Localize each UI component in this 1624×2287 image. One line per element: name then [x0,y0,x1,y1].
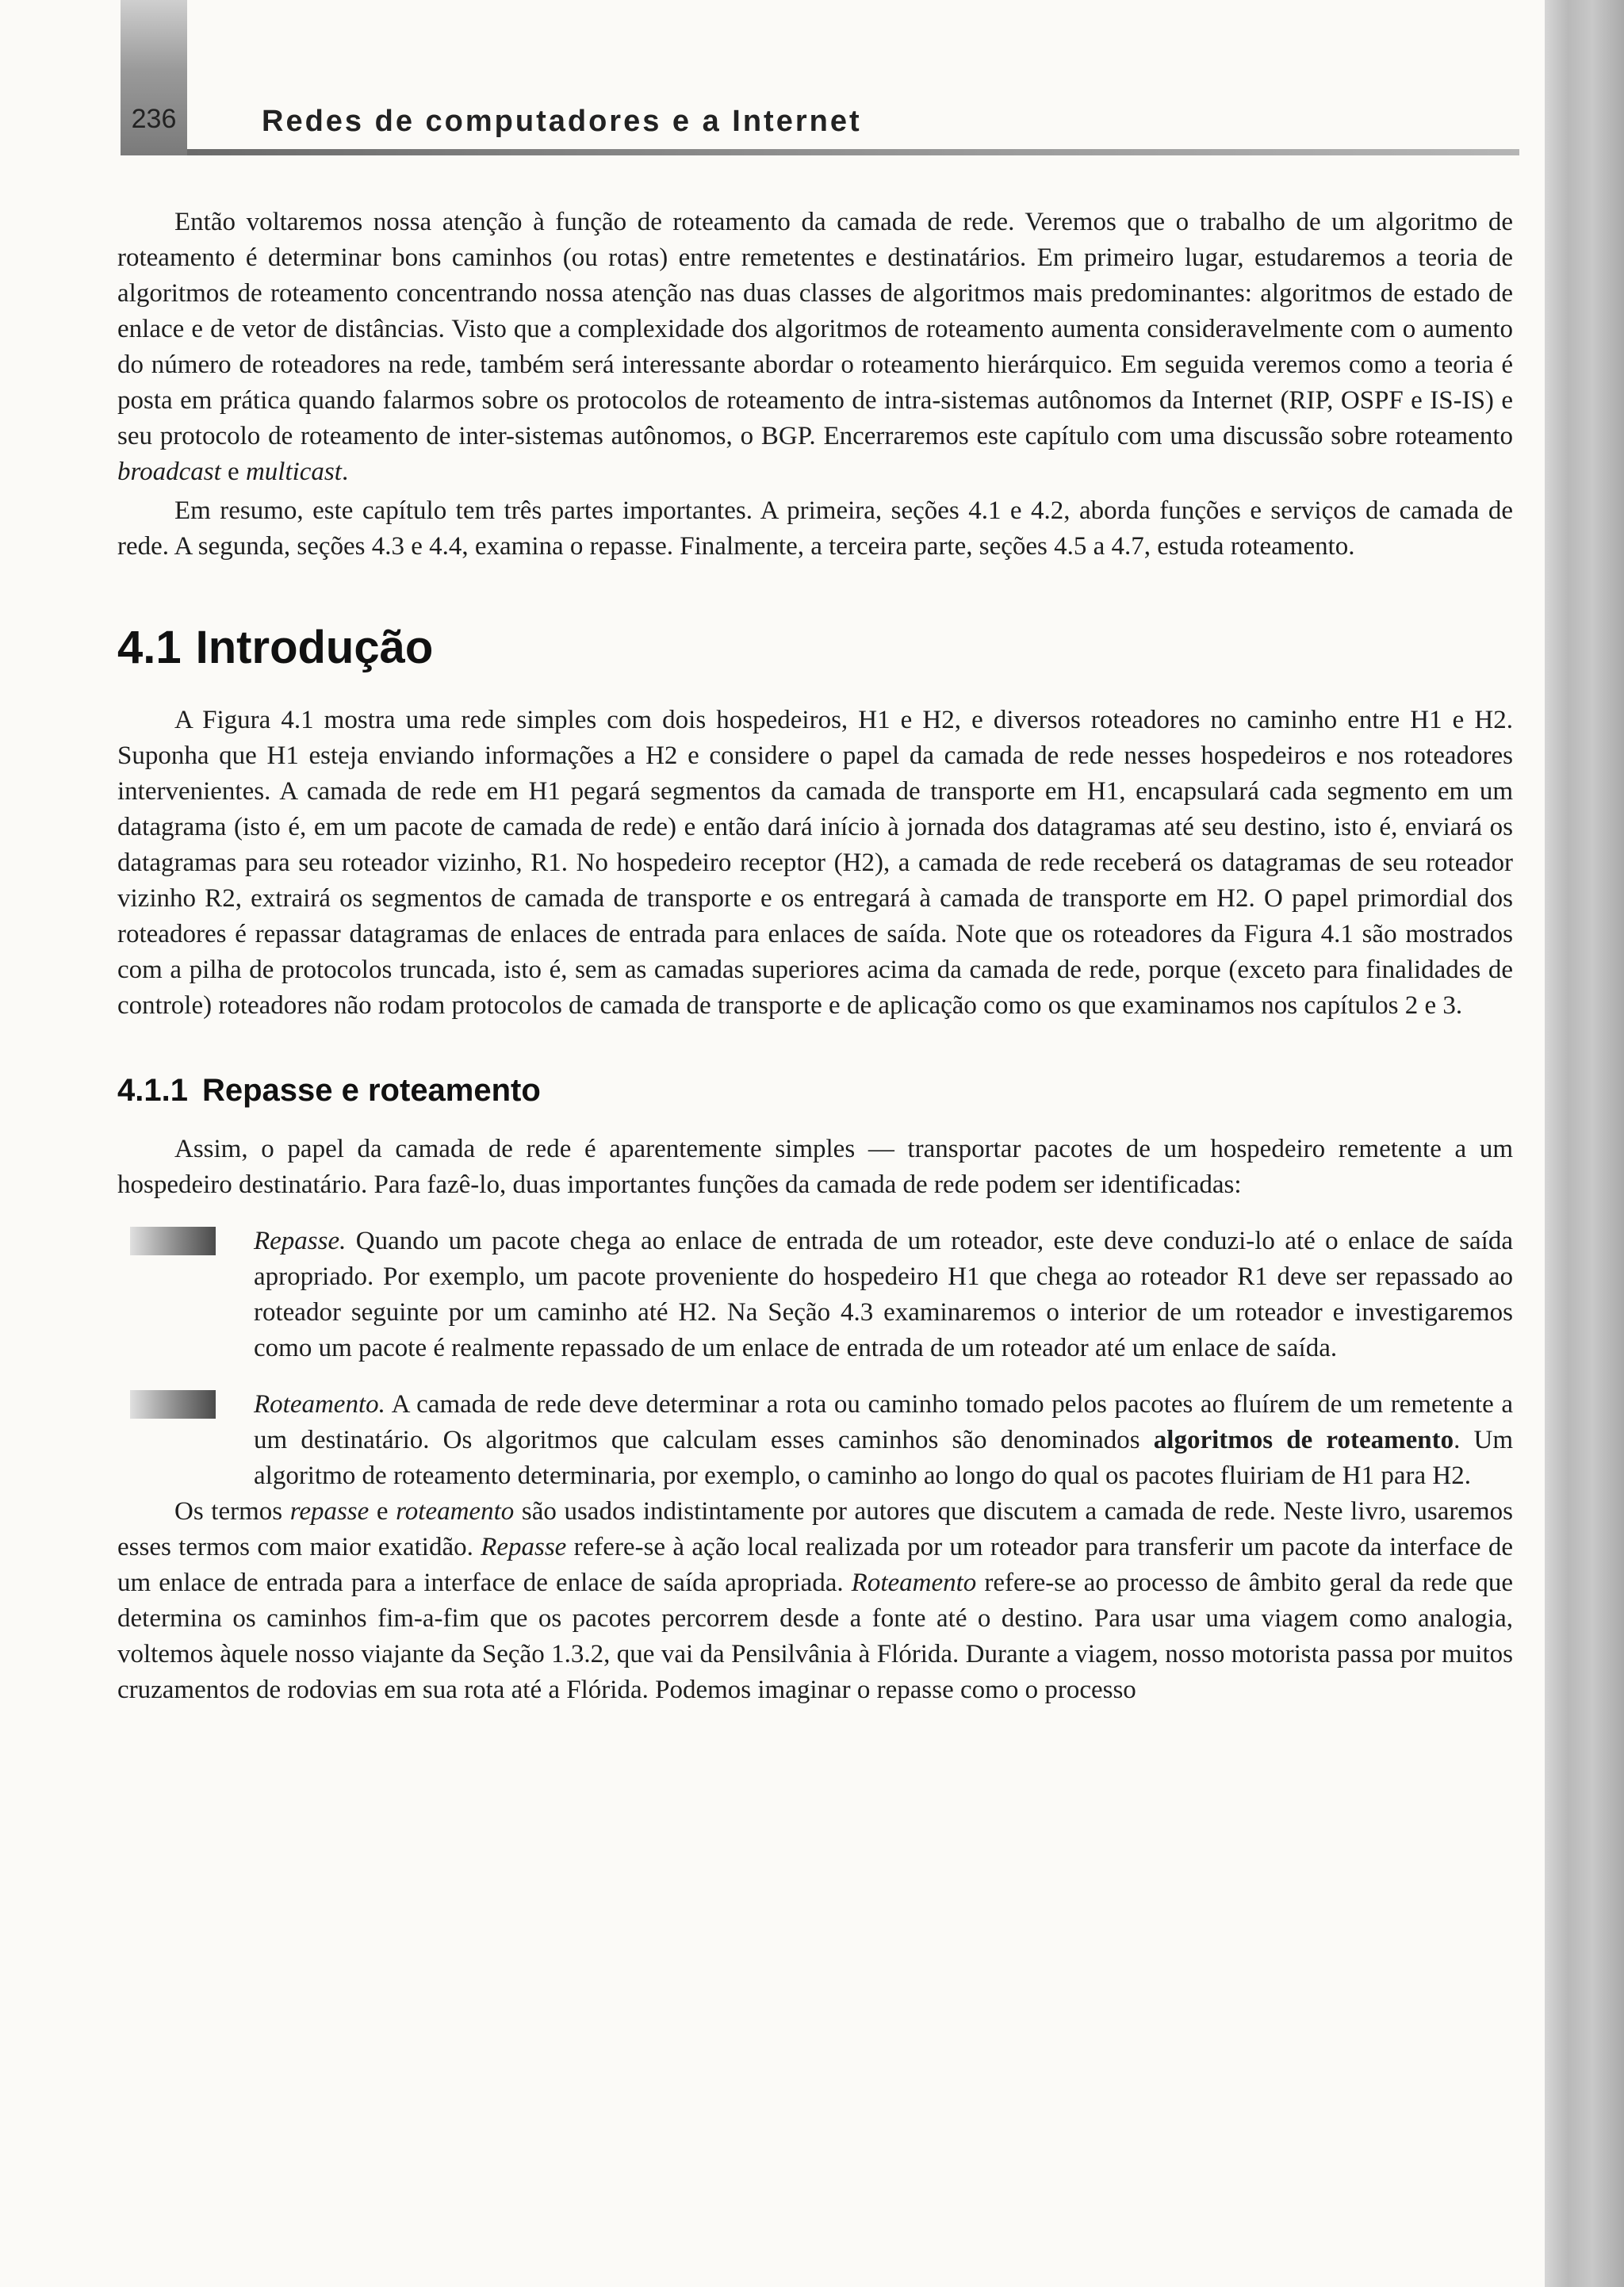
bullet-text [254,1390,1513,1490]
running-title: Redes de computadores e a Internet [262,105,862,138]
text-run: A Figura 4.1 mostra uma rede simples com dois hospedeiros, H1 e H2, e diversos roteadores no caminho entre H1 e H2. Suponha que H1 esteja enviando informações a H2 e considere o papel da camada de rede nesses hospedeiros e nos roteadores intervenientes. A camada de rede em H1 pegará segmentos da camada de transporte em H1, encapsulará cada segmento em um datagrama (isto é, em um pacote de camada de rede) e então dará início à jornada dos datagramas até seu destino, isto é, enviará os datagramas para seu roteador vizinho, R1. No hospedeiro receptor (H2), a camada de rede receberá os datagramas de seu roteador vizinho R2, extrairá os segmentos de camada de transporte e os entregará à camada de transporte em H2. O papel primordial dos roteadores é repassar datagramas de enlaces de entrada para enlaces de saída. Note que os roteadores da Figura 4.1 são mostrados com a pilha de protocolos truncada, isto é, sem as camadas superiores acima da camada de rede, porque (exceto para finalidades de controle) roteadores não rodam protocolos de camada de transporte e de aplicação como os que examinamos nos capítulos 2 e 3. [117,706,1513,1020]
bullet-marker [130,1227,216,1255]
section-number: 4.1 [117,622,182,673]
text-run: e [369,1497,396,1526]
text-run: roteamento [396,1497,515,1526]
bullet-item-roteamento [117,1387,1513,1494]
text-run: Assim, o papel da camada de rede é aparentemente simples — transportar pacotes de um hospedeiro remetente a um hospedeiro destinatário. Para fazê-lo, duas importantes funções da camada de rede podem ser identificadas: [117,1135,1513,1199]
bullet-text [254,1227,1513,1362]
page-body [117,205,1513,1708]
text-run: . Um algoritmo de roteamento determinaria, por exemplo, o caminho ao longo do qual os pacotes fluiriam de H1 para H2. [254,1426,1514,1490]
subsection-heading [117,1070,1513,1111]
page-number-tab [121,0,187,155]
section-paragraph-1 [117,703,1513,1024]
text-run: Repasse. [254,1227,347,1255]
page-edge-shadow [1545,0,1624,2287]
bullet-item-repasse [117,1224,1513,1366]
subsection-paragraph-1 [117,1132,1513,1203]
text-run: . [341,458,349,486]
text-run: refere-se à ação local realizada por um roteador para transferir um pacote da interface de um enlace de entrada para a interface de enlace de saída apropriada. [117,1533,1513,1597]
text-run: Os termos [174,1497,290,1526]
text-run: Quando um pacote chega ao enlace de entrada de um roteador, este deve conduzi-lo até o enlace de saída apropriado. Por exemplo, um pacote proveniente do hospedeiro H1 que chega ao roteador R1 deve ser repassado ao roteador seguinte por um caminho até H2. Na Seção 4.3 examinaremos o interior de um roteador e investigaremos como um pacote é realmente repassado de um enlace de entrada de um roteador até um enlace de saída. [254,1227,1513,1362]
text-run: Em resumo, este capítulo tem três partes importantes. A primeira, seções 4.1 e 4.2, aborda funções e serviços de camada de rede. A segunda, seções 4.3 e 4.4, examina o repasse. Finalmente, a terceira parte, seções 4.5 a 4.7, estuda roteamento. [117,496,1513,561]
text-run: Roteamento [851,1569,977,1597]
text-run: algoritmos de roteamento [1153,1426,1454,1454]
intro-paragraph-2 [117,493,1513,565]
bullet-marker [130,1390,216,1419]
text-run: Repasse [481,1533,567,1561]
text-run: refere-se ao processo de âmbito geral da rede que determina os caminhos fim-a-fim que os pacotes percorrem desde a fonte até o destino. Para usar uma viagem como analogia, voltemos àquele nosso viajante da Seção 1.3.2, que vai da Pensilvânia à Flórida. Durante a viagem, nosso motorista passa por muitos cruzamentos de rodovias em sua rota até a Flórida. Podemos imaginar o repasse como o processo [117,1569,1513,1704]
page-number: 236 [131,104,177,134]
header-rule [187,149,1519,155]
text-run: repasse [289,1497,370,1526]
text-run: Então voltaremos nossa atenção à função de roteamento da camada de rede. Veremos que o trabalho de um algoritmo de roteamento é determinar bons caminhos (ou rotas) entre remetentes e destinatários. Em primeiro lugar, estudaremos a teoria de algoritmos de roteamento concentrando nossa atenção nas duas classes de algoritmos mais predominantes: algoritmos de estado de enlace e de vetor de distâncias. Visto que a complexidade dos algoritmos de roteamento aumenta consideravelmente com o aumento do número de roteadores na rede, também será interessante abordar o roteamento hierárquico. Em seguida veremos como a teoria é posta em prática quando falarmos sobre os protocolos de roteamento de intra-sistemas autônomos da Internet (RIP, OSPF e IS-IS) e seu protocolo de roteamento de inter-sistemas autônomos, o BGP. Encerraremos este capítulo com uma discussão sobre roteamento [117,208,1513,450]
text-run: broadcast [117,458,221,486]
text-run: A camada de rede deve determinar a rota ou caminho tomado pelos pacotes ao fluírem de um remetente a um destinatário. Os algoritmos que calculam esses caminhos são denominados [254,1390,1513,1454]
intro-paragraph-1 [117,205,1513,490]
subsection-title: Repasse e roteamento [201,1073,541,1108]
text-run: multicast [245,458,342,486]
section-title: Introdução [195,622,434,673]
text-run: Roteamento. [254,1390,385,1419]
section-heading [117,620,1513,676]
subsection-paragraph-2 [117,1494,1513,1708]
subsection-number: 4.1.1 [117,1073,188,1108]
text-run: e [220,458,246,486]
text-run: são usados indistintamente por autores que discutem a camada de rede. Neste livro, usaremos esses termos com maior exatidão. [117,1497,1513,1561]
